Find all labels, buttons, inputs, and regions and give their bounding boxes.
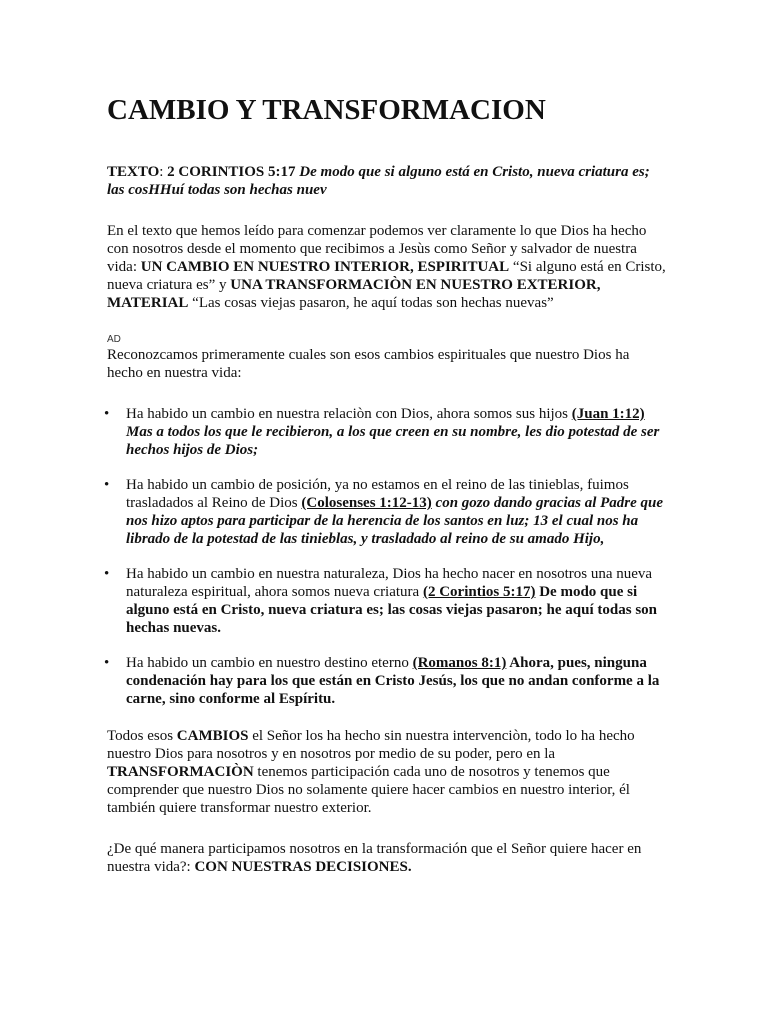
changes-list [104, 405, 667, 725]
bullet-icon: • [104, 477, 110, 493]
list-item-text: Ha habido un cambio de posición, ya no estamos en el reino de las tinieblas, fuimos trasladados al Reino de Dios [126, 477, 629, 511]
closing-bold-2: TRANSFORMACIÒN [107, 764, 254, 780]
intro-bold-1: UN CAMBIO EN NUESTRO INTERIOR, ESPIRITUAL [140, 259, 510, 275]
question-answer: CON NUESTRAS DECISIONES. [194, 859, 412, 875]
list-item [104, 565, 667, 637]
closing-text-1: Todos esos [107, 728, 177, 744]
list-item-text: Ha habido un cambio en nuestro destino eterno [126, 655, 413, 671]
intro-text-1: En el texto que hemos leído para comenzar podemos ver claramente lo que Dios ha hecho con nosotros desde el momento que recibimos a Jesùs como Señor y salvador de nuestra vida: [107, 223, 647, 275]
closing-text-2: el Señor los ha hecho sin nuestra intervenciòn, todo lo ha hecho nuestro Dios para nosotros y en nosotros por medio de su poder, pero en la [107, 728, 635, 762]
verse-text: De modo que si alguno está en Cristo, nueva criatura es; las cosas viejas pasaron; he aquí todas son hechas nuevas. [126, 584, 657, 636]
texto-separator: : [159, 164, 168, 180]
list-item [104, 476, 667, 548]
intro-text-3: “Las cosas viejas pasaron, he aquí todas son hechas nuevas” [188, 295, 554, 311]
question-paragraph [107, 840, 667, 876]
recognize-paragraph: Reconozcamos primeramente cuales son esos cambios espirituales que nuestro Dios ha hecho en nuestra vida: [107, 347, 630, 381]
closing-paragraph [107, 727, 667, 817]
texto-label: TEXTO [107, 164, 160, 180]
list-item [104, 405, 667, 459]
intro-bold-2: UNA TRANSFORMACIÒN EN NUESTRO EXTERIOR, MATERIAL [107, 277, 601, 311]
list-item-text: Ha habido un cambio en nuestra naturaleza, Dios ha hecho nacer en nosotros una nueva naturaleza espiritual, ahora somos nueva criatura [126, 566, 653, 600]
closing-bold-1: CAMBIOS [176, 728, 249, 744]
verse-text: Ahora, pues, ninguna condenación hay para los que están en Cristo Jesús, los que no andan conforme a la carne, sino conforme al Espíritu. [126, 655, 660, 707]
bible-reference-link[interactable]: (2 Corintios 5:17) [422, 584, 536, 600]
list-item-text: Ha habido un cambio en nuestra relaciòn con Dios, ahora somos sus hijos [126, 406, 572, 422]
verse-text: Mas a todos los que le recibieron, a los que creen en su nombre, les dio potestad de ser hechos hijos de Dios; [126, 424, 660, 458]
page-title: CAMBIO Y TRANSFORMACION [107, 94, 546, 126]
bible-reference-link[interactable]: (Juan 1:12) [571, 406, 645, 422]
intro-text-2: “Si alguno está en Cristo, nueva criatura es” y [107, 259, 666, 293]
bullet-icon: • [104, 566, 110, 582]
list-item [104, 654, 667, 708]
bullet-icon: • [104, 406, 110, 422]
question-text: ¿De qué manera participamos nosotros en la transformación que el Señor quiere hacer en nuestra vida?: [107, 841, 642, 875]
ad-label: AD [107, 334, 121, 345]
intro-paragraph [107, 222, 667, 312]
texto-reference: 2 CORINTIOS 5:17 [167, 164, 296, 180]
texto-quote: De modo que si alguno está en Cristo, nueva criatura es; las cosHHuí todas son hechas nuev [107, 164, 650, 198]
verse-text: con gozo dando gracias al Padre que nos hizo aptos para participar de la herencia de los santos en luz; 13 el cual nos ha librado de la potestad de las tinieblas, y trasladado al reino de su amado Hijo, [126, 495, 664, 547]
bullet-icon: • [104, 655, 110, 671]
bible-reference-link[interactable]: (Romanos 8:1) [412, 655, 507, 671]
bible-reference-link[interactable]: (Colosenses 1:12-13) [301, 495, 432, 511]
key-text-paragraph [107, 163, 667, 199]
closing-text-3: tenemos participación cada uno de nosotros y tenemos que comprender que nuestro Dios no solamente quiere hacer cambios en nuestro interior, él también quiere transformar nuestro exterior. [107, 764, 630, 816]
